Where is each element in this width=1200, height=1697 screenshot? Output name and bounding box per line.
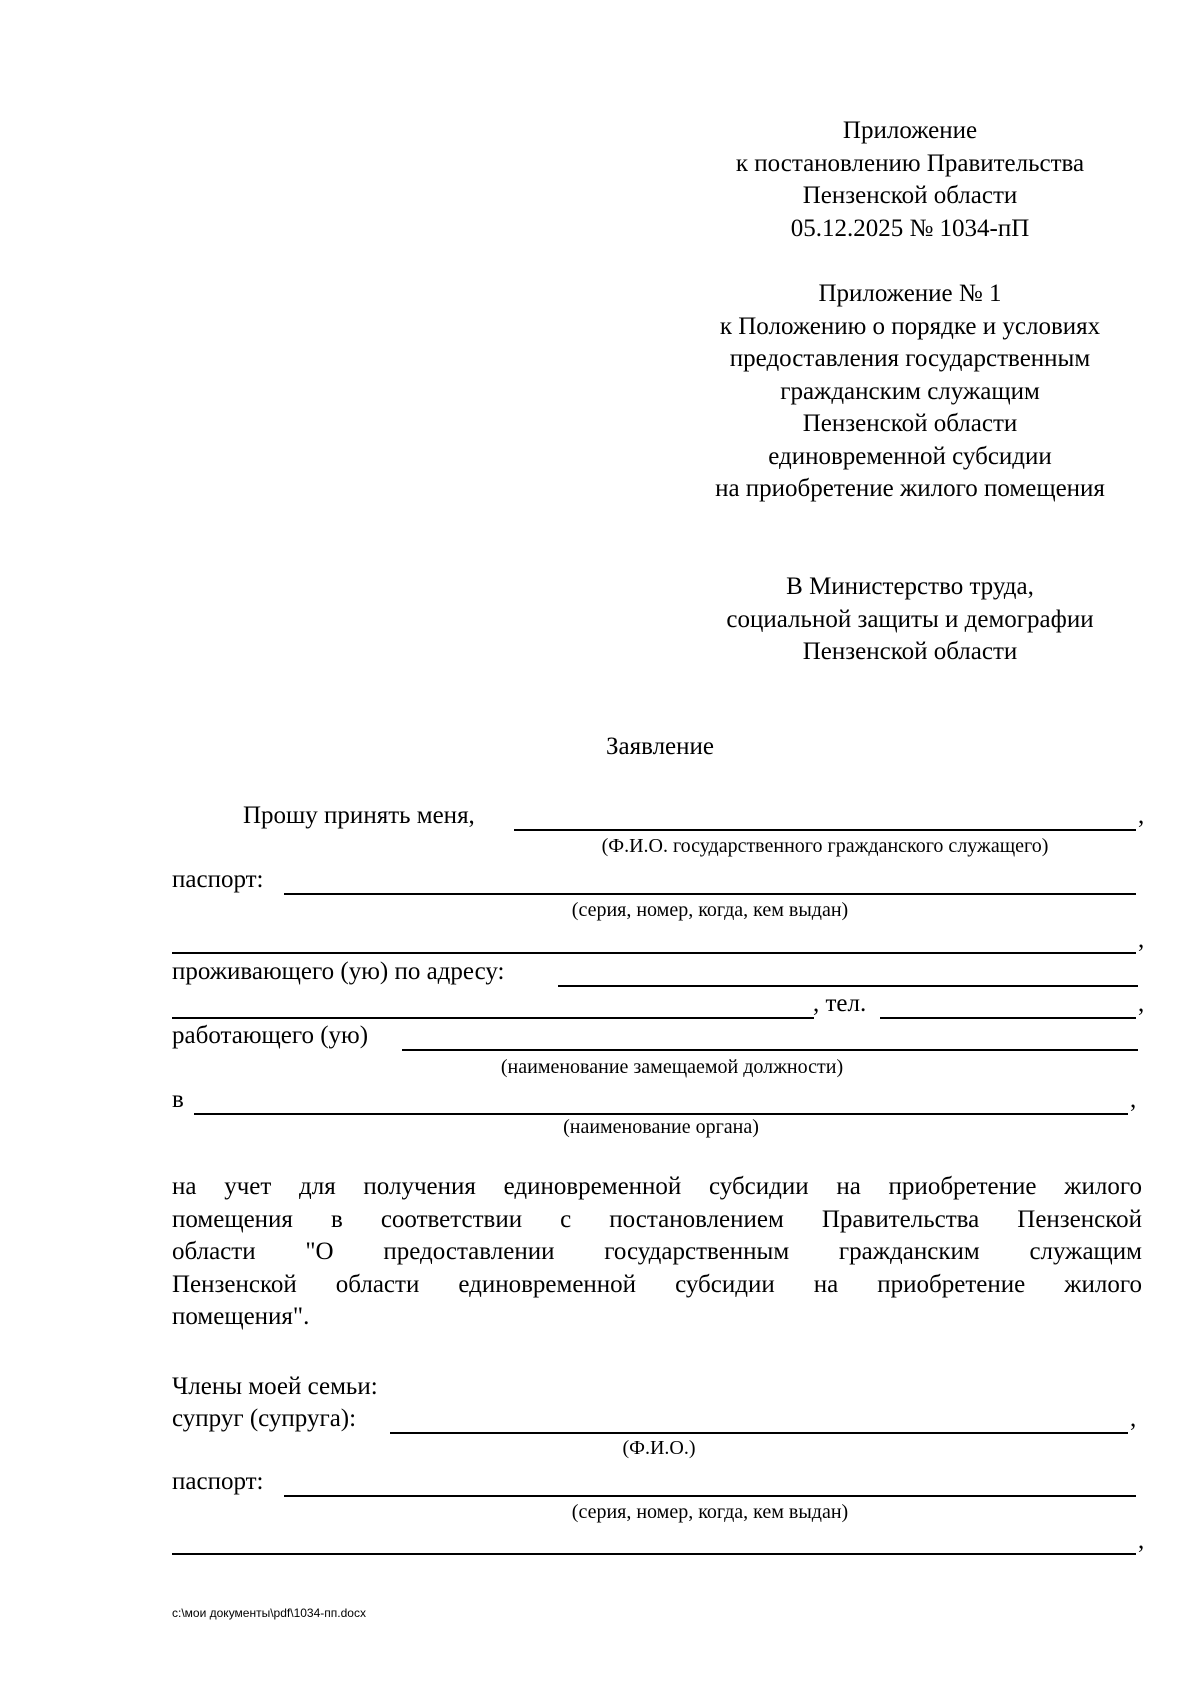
comma: , [1130, 1405, 1137, 1432]
applicant-fio-field[interactable] [514, 829, 1136, 831]
passport-continuation-field[interactable] [172, 952, 1136, 954]
position-field[interactable] [402, 1049, 1138, 1051]
spouse-fio-caption: (Ф.И.О.) [622, 1437, 696, 1459]
footer-file-path: c:\мои документы\pdf\1034-пп.docx [172, 1606, 366, 1620]
appendix-header [660, 115, 1160, 245]
comma: , [1130, 1086, 1137, 1113]
comma: , [1138, 990, 1145, 1017]
appendix-line: к постановлению Правительства [735, 149, 1085, 177]
passport-caption: (серия, номер, когда, кем выдан) [571, 899, 849, 921]
appendix-1-line: единовременной субсидии [768, 442, 1052, 470]
comma: , [1138, 1527, 1145, 1554]
paragraph-line: на учет для получения единовременной субсидии на приобретение жилого [172, 1173, 1142, 1200]
working-label: работающего (ую) [172, 1022, 369, 1049]
addressee-line: Пензенской области [802, 638, 1018, 665]
spouse-fio-field[interactable] [390, 1432, 1128, 1434]
phone-label: , тел. [813, 990, 867, 1017]
address-field[interactable] [558, 985, 1138, 987]
paragraph-line: помещения". [172, 1303, 310, 1330]
spouse-label: супруг (супруга): [172, 1405, 357, 1432]
spouse-passport-continuation-field[interactable] [172, 1553, 1136, 1555]
appendix-1-line: гражданским служащим [780, 377, 1040, 405]
spouse-passport-label: паспорт: [172, 1468, 264, 1495]
appendix-1-line: предоставления государственным [729, 345, 1091, 372]
request-prefix: Прошу принять меня, [243, 802, 475, 829]
applicant-fio-caption: (Ф.И.О. государственного гражданского служащего) [601, 835, 1049, 857]
in-label: в [172, 1086, 184, 1113]
appendix-date-number: 05.12.2025 № 1034-пП [790, 214, 1030, 242]
paragraph-line: области "О предоставлении государственным гражданским служащим [172, 1238, 1142, 1265]
appendix-1-line: к Положению о порядке и условиях [719, 312, 1101, 340]
paragraph-line: Пензенской области единовременной субсидии на приобретение жилого [172, 1270, 1142, 1298]
appendix-1-line: Пензенской области [802, 410, 1018, 437]
appendix-1-line: на приобретение жилого помещения [715, 475, 1105, 502]
passport-label: паспорт: [172, 866, 264, 893]
position-caption: (наименование замещаемой должности) [500, 1056, 844, 1078]
addressee-line: социальной защиты и демографии [726, 605, 1094, 633]
document-title: Заявление [605, 733, 715, 760]
comma: , [1138, 802, 1145, 829]
appendix-1-header [660, 278, 1160, 506]
passport-field[interactable] [284, 893, 1136, 895]
paragraph-line: помещения в соответствии с постановлением Правительства Пензенской [172, 1205, 1142, 1233]
appendix-line: Пензенской области [802, 182, 1018, 209]
spouse-passport-caption: (серия, номер, когда, кем выдан) [571, 1501, 849, 1523]
addressee-line: В Министерство труда, [786, 573, 1034, 600]
organ-caption: (наименование органа) [563, 1116, 759, 1138]
family-heading: Члены моей семьи: [172, 1373, 378, 1400]
comma: , [1138, 926, 1145, 953]
appendix-line: Приложение [842, 117, 978, 144]
residing-label: проживающего (ую) по адресу: [172, 958, 505, 985]
addressee-block [660, 571, 1160, 669]
spouse-passport-field[interactable] [284, 1495, 1136, 1497]
address-continuation-field[interactable] [172, 1017, 814, 1019]
body-paragraph [172, 1171, 1142, 1334]
appendix-1-line: Приложение № 1 [818, 280, 1002, 307]
phone-field[interactable] [880, 1017, 1136, 1019]
